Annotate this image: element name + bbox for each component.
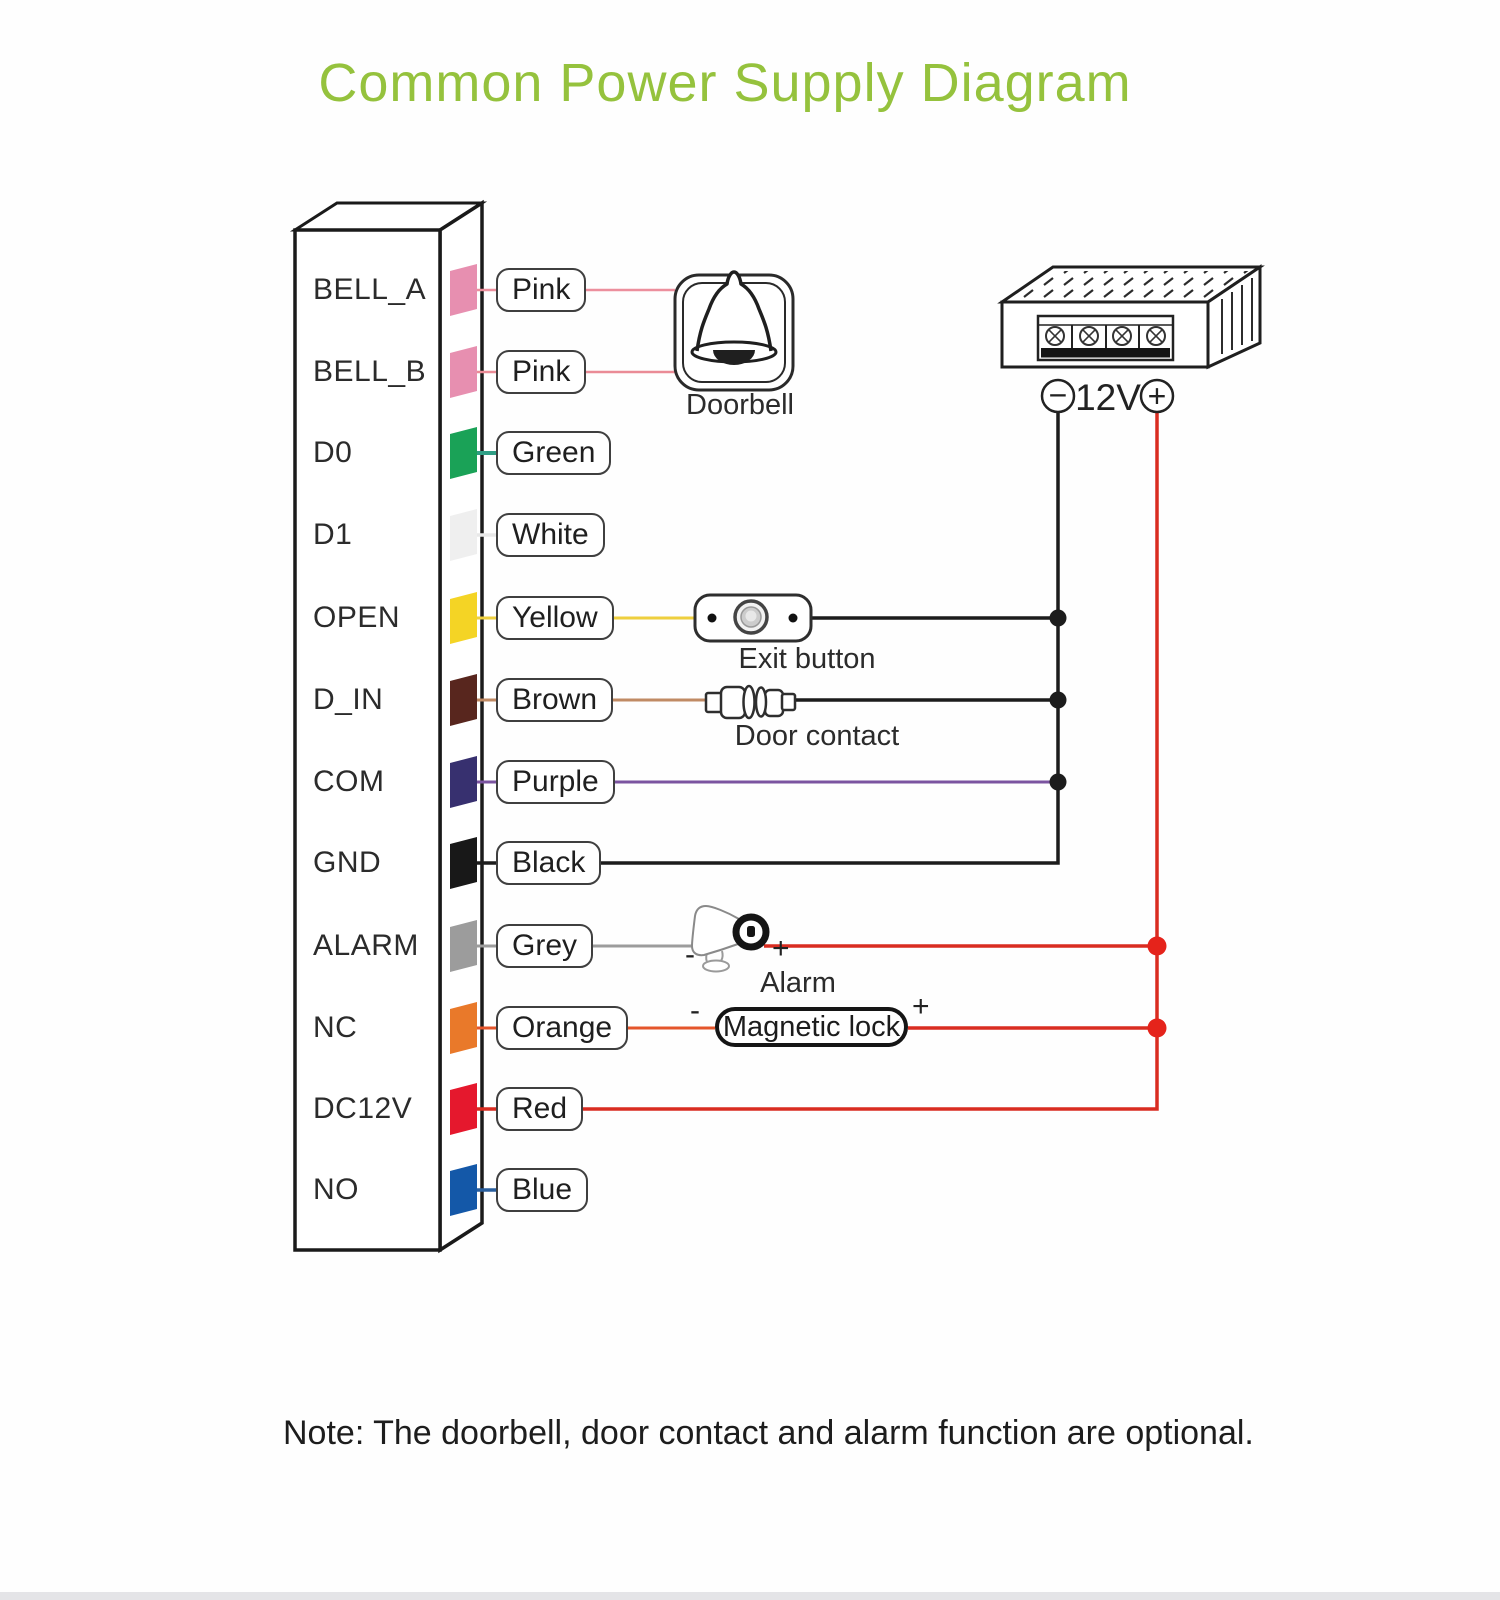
swatch-gnd xyxy=(450,837,477,889)
terminal-label-alarm: ALARM xyxy=(313,929,419,962)
terminal-label-d-in: D_IN xyxy=(313,683,384,716)
door-contact-label: Door contact xyxy=(734,720,900,752)
note-text: Note: The doorbell, door contact and alarm function are optional. xyxy=(283,1414,1254,1452)
wire-color-label-blue: Blue xyxy=(496,1168,588,1212)
psu-minus-sign: − xyxy=(1048,377,1068,413)
magnetic-lock-label: Magnetic lock xyxy=(722,1010,901,1043)
swatch-bell-b xyxy=(450,346,477,398)
exit-button-icon xyxy=(695,595,811,641)
wire-color-label-pink-a: Pink xyxy=(496,268,586,312)
alarm-speaker-icon xyxy=(692,906,766,972)
junction-open xyxy=(1050,610,1067,627)
junction-alarm xyxy=(1148,937,1167,956)
magnetic-lock xyxy=(715,1007,908,1047)
swatch-bell-a xyxy=(450,264,477,316)
terminal-label-no: NO xyxy=(313,1173,359,1206)
terminal-label-d1: D1 xyxy=(313,518,353,551)
alarm-minus-sign: - xyxy=(685,938,695,971)
terminal-label-bell-b: BELL_B xyxy=(313,355,427,388)
exit-button-label: Exit button xyxy=(738,643,876,675)
doorbell-icon xyxy=(675,272,793,390)
swatch-d0 xyxy=(450,427,477,479)
psu-voltage-label: 12V xyxy=(1075,377,1141,418)
wire-color-label-white: White xyxy=(496,513,605,557)
wire-color-label-black: Black xyxy=(496,841,601,885)
diagram-title: Common Power Supply Diagram xyxy=(318,53,1132,113)
swatch-alarm xyxy=(450,920,477,972)
wire-color-label-orange: Orange xyxy=(496,1006,628,1050)
swatch-d-in xyxy=(450,674,477,726)
terminal-label-com: COM xyxy=(313,765,385,798)
doorbell-label: Doorbell xyxy=(686,389,794,421)
psu-plus-sign: + xyxy=(1147,378,1167,414)
swatch-nc xyxy=(450,1002,477,1054)
wire-color-label-yellow: Yellow xyxy=(496,596,614,640)
wire-color-label-red: Red xyxy=(496,1087,583,1131)
swatch-no xyxy=(450,1164,477,1216)
terminal-label-nc: NC xyxy=(313,1011,358,1044)
junction-lock xyxy=(1148,1019,1167,1038)
wire-color-label-pink-b: Pink xyxy=(496,350,586,394)
wire-color-label-green: Green xyxy=(496,431,611,475)
swatch-com xyxy=(450,756,477,808)
swatch-open xyxy=(450,592,477,644)
alarm-label: Alarm xyxy=(760,967,836,999)
junction-d-in xyxy=(1050,692,1067,709)
wire-color-label-grey: Grey xyxy=(496,924,593,968)
wire-color-label-brown: Brown xyxy=(496,678,613,722)
junction-com xyxy=(1050,774,1067,791)
wire-color-label-purple: Purple xyxy=(496,760,615,804)
swatch-dc12v xyxy=(450,1083,477,1135)
door-contact-icon xyxy=(706,686,795,718)
alarm-plus-sign: + xyxy=(772,932,790,965)
terminal-label-d0: D0 xyxy=(313,436,353,469)
terminal-label-bell-a: BELL_A xyxy=(313,273,427,306)
swatch-d1 xyxy=(450,509,477,561)
terminal-label-open: OPEN xyxy=(313,601,401,634)
bottom-edge-strip xyxy=(0,1592,1500,1600)
terminal-label-gnd: GND xyxy=(313,846,382,879)
terminal-label-dc12v: DC12V xyxy=(313,1092,413,1125)
lock-minus-sign: - xyxy=(690,994,700,1027)
lock-plus-sign: + xyxy=(912,990,930,1023)
